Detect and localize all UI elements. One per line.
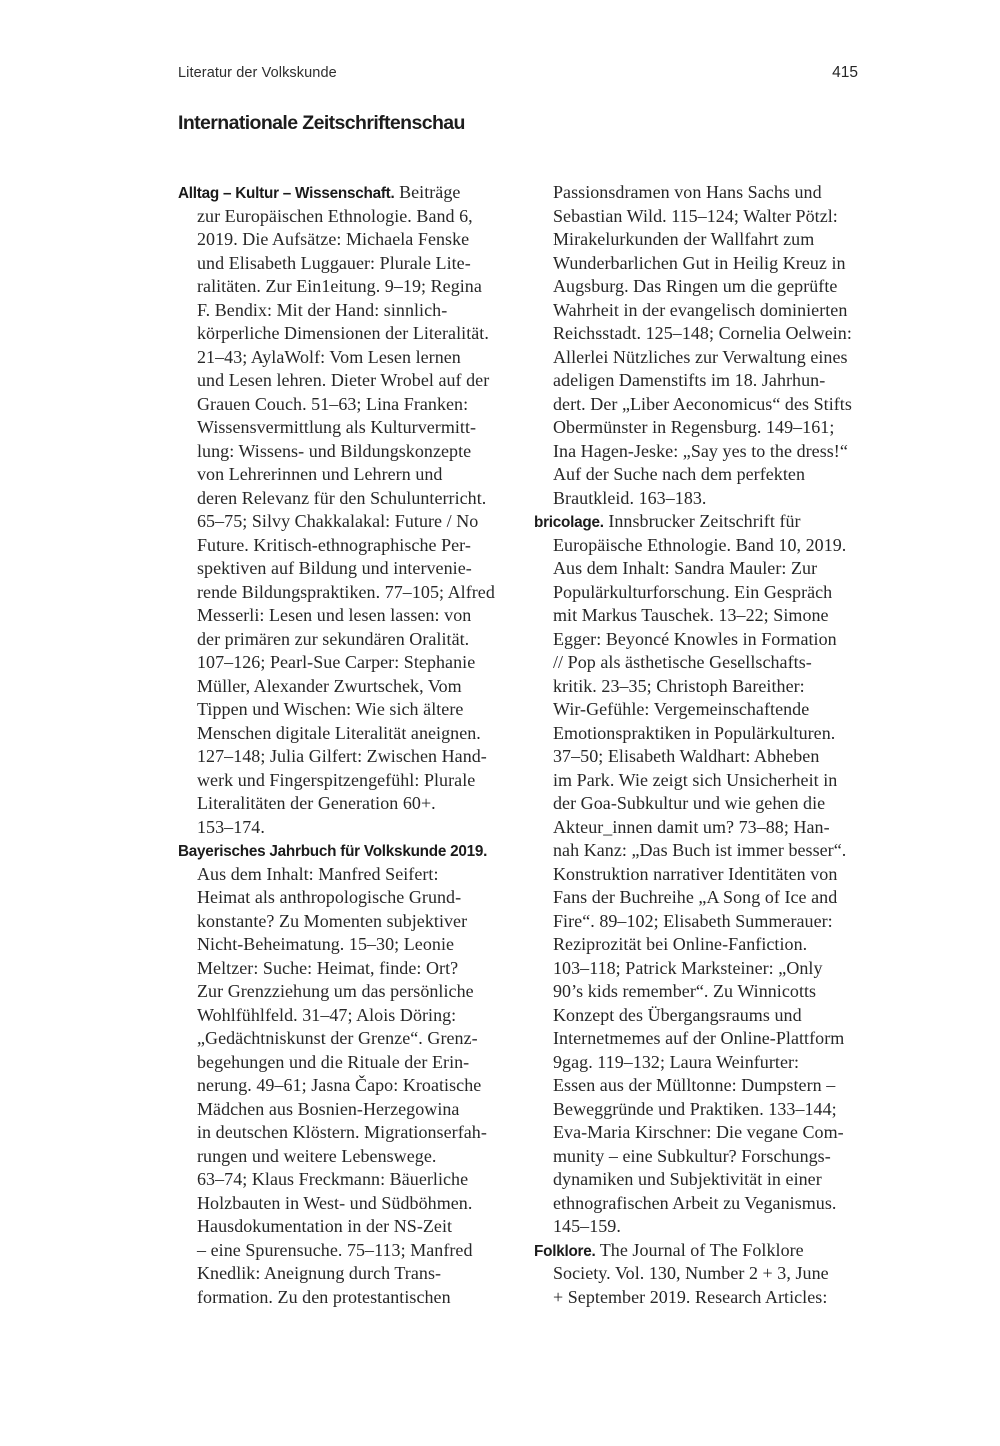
text-line: im Park. Wie zeigt sich Unsicherheit in xyxy=(553,769,838,790)
text-line: 103–118; Patrick Marksteiner: „Only xyxy=(553,957,823,978)
text-line: begehungen und die Rituale der Erin- xyxy=(197,1051,470,1072)
text-line: nah Kanz: „Das Buch ist immer besser“. xyxy=(553,840,847,860)
text-line: 90’s kids remember“. Zu Winnicotts xyxy=(553,981,817,1001)
text-line: 37–50; Elisabeth Waldhart: Abheben xyxy=(553,746,820,766)
text-line: zur Europäischen Ethnologie. Band 6, xyxy=(197,205,473,226)
text-line: 107–126; Pearl-Sue Carper: Stephanie xyxy=(197,652,476,672)
page-number: 415 xyxy=(832,64,858,81)
text-line: Europäische Ethnologie. Band 10, 2019. xyxy=(553,534,847,555)
text-line: ralitäten. Zur Ein1eitung. 9–19; Regina xyxy=(197,276,482,296)
text-columns xyxy=(178,181,884,1309)
text-line: spektiven auf Bildung und intervenie- xyxy=(197,558,472,578)
text-line: der Goa-Subkultur und wie gehen die xyxy=(553,793,826,813)
text-line: Sebastian Wild. 115–124; Walter Pötzl: xyxy=(553,205,838,226)
text-line: 145–159. xyxy=(553,1216,621,1236)
text-line: munity – eine Subkultur? Forschungs- xyxy=(553,1145,831,1166)
running-header-title: Literatur der Volkskunde xyxy=(178,65,337,81)
text-line: Konstruktion narrativer Identitäten von xyxy=(553,863,838,884)
text-line: Wohlfühlfeld. 31–47; Alois Döring: xyxy=(197,1004,457,1025)
text-line: Ina Hagen-Jeske: „Say yes to the dress!“ xyxy=(553,440,848,461)
text-line: Reichsstadt. 125–148; Cornelia Oelwein: xyxy=(553,323,852,343)
text-line: Populärkulturforschung. Ein Gespräch xyxy=(553,581,833,602)
text-line: deren Relevanz für den Schulunterricht. xyxy=(197,487,487,508)
text-line: Meltzer: Suche: Heimat, finde: Ort? xyxy=(197,957,459,978)
text-line: Wir-Gefühle: Vergemeinschaftende xyxy=(553,699,810,719)
text-line: Hausdokumentation in der NS-Zeit xyxy=(197,1216,453,1236)
text-line: von Lehrerinnen und Lehrern und xyxy=(197,464,443,484)
text-line: rende Bildungspraktiken. 77–105; Alfred xyxy=(197,581,495,602)
text-line: nerung. 49–61; Jasna Čapo: Kroatische xyxy=(197,1075,482,1095)
text-line: 9gag. 119–132; Laura Weinfurter: xyxy=(553,1051,800,1072)
text-line: und Lesen lehren. Dieter Wrobel auf der xyxy=(197,370,490,390)
text-line: dynamiken und Subjektivität in einer xyxy=(553,1169,822,1189)
text-line: in deutschen Klöstern. Migrationserfah- xyxy=(197,1122,487,1142)
text-line: „Gedächtniskunst der Grenze“. Grenz- xyxy=(197,1028,478,1048)
text-line: mit Markus Tauschek. 13–22; Simone xyxy=(553,605,829,625)
text-line: Obermünster in Regensburg. 149–161; xyxy=(553,417,835,437)
text-line: körperliche Dimensionen der Literalität. xyxy=(197,323,489,343)
text-line: rungen und weitere Lebenswege. xyxy=(197,1145,437,1166)
text-line: – eine Spurensuche. 75–113; Manfred xyxy=(197,1239,473,1260)
text-line: 127–148; Julia Gilfert: Zwischen Hand- xyxy=(197,746,487,766)
section-title: Internationale Zeitschriftenschau xyxy=(178,112,465,134)
text-line: Heimat als anthropologische Grund- xyxy=(197,887,462,907)
text-line: + September 2019. Research Articles: xyxy=(553,1286,828,1307)
text-line: Brautkleid. 163–183. xyxy=(553,487,707,508)
text-line: und Elisabeth Luggauer: Plurale Lite- xyxy=(197,252,471,273)
text-line: Augsburg. Das Ringen um die geprüfte xyxy=(553,276,838,296)
text-line: Akteur_innen damit um? 73–88; Han- xyxy=(553,816,830,837)
text-line: Wunderbarlichen Gut in Heilig Kreuz in xyxy=(553,252,846,273)
text-line: Literalitäten der Generation 60+. xyxy=(197,793,436,813)
text-line: Fire“. 89–102; Elisabeth Summerauer: xyxy=(553,910,833,931)
text-line: Internetmemes auf der Online-Plattform xyxy=(553,1028,845,1048)
text-line: F. Bendix: Mit der Hand: sinnlich- xyxy=(197,299,448,320)
text-line: der primären zur sekundären Oralität. xyxy=(197,628,470,649)
text-line: Fans der Buchreihe „A Song of Ice and xyxy=(553,887,838,907)
text-line: Aus dem Inhalt: Manfred Seifert: xyxy=(197,863,439,884)
text-line: Beweggründe und Praktiken. 133–144; xyxy=(553,1098,837,1119)
entry-label: Folklore. xyxy=(534,1242,596,1260)
text-line: Mirakelurkunden der Wallfahrt zum xyxy=(553,229,815,249)
text-line: Future. Kritisch-ethnographische Per- xyxy=(197,534,471,555)
text-line: ethnografischen Arbeit zu Veganismus. xyxy=(553,1192,837,1213)
text-line: konstante? Zu Momenten subjektiver xyxy=(197,910,468,931)
text-line: // Pop als ästhetische Gesellschafts- xyxy=(553,652,812,672)
text-line: 63–74; Klaus Freckmann: Bäuerliche xyxy=(197,1169,469,1189)
text-line: werk und Fingerspitzengefühl: Plurale xyxy=(197,769,476,790)
column-left xyxy=(178,181,534,1309)
text-line: Eva-Maria Kirschner: Die vegane Com- xyxy=(553,1122,844,1142)
text-line: 2019. Die Aufsätze: Michaela Fenske xyxy=(197,229,470,249)
text-line: Society. Vol. 130, Number 2 + 3, June xyxy=(553,1263,829,1283)
entry-label: Alltag – Kultur – Wissenschaft. xyxy=(178,185,395,202)
text-line: Knedlik: Aneignung durch Trans- xyxy=(197,1263,442,1283)
text-line: Müller, Alexander Zwurtschek, Vom xyxy=(197,675,462,696)
text-line: Holzbauten in West- und Südböhmen. xyxy=(197,1192,473,1213)
entry-label: Bayerisches Jahrbuch für Volkskunde 2019. xyxy=(178,843,488,860)
text-line: Allerlei Nützliches zur Verwaltung eines xyxy=(553,346,848,367)
text-line: dert. Der „Liber Aeconomicus“ des Stifts xyxy=(553,393,852,414)
text-line: 65–75; Silvy Chakkalakal: Future / No xyxy=(197,511,479,531)
text-line: Grauen Couch. 51–63; Lina Franken: xyxy=(197,393,469,414)
text-line: 21–43; AylaWolf: Vom Lesen lernen xyxy=(197,346,461,367)
text-line: Folklore. The Journal of The Folklore xyxy=(534,1239,804,1260)
text-line: Egger: Beyoncé Knowles in Formation xyxy=(553,628,837,649)
text-line: lung: Wissens- und Bildungskonzepte xyxy=(197,440,472,461)
text-line: formation. Zu den protestantischen xyxy=(197,1286,451,1307)
text-line xyxy=(178,839,534,863)
column-right xyxy=(534,181,884,1309)
text-line: Nicht-Beheimatung. 15–30; Leonie xyxy=(197,934,455,954)
text-line: Wissensvermittlung als Kulturvermitt- xyxy=(197,417,477,437)
text-line: Menschen digitale Literalität aneignen. xyxy=(197,722,481,743)
text-line: Aus dem Inhalt: Sandra Mauler: Zur xyxy=(553,558,818,578)
text-line: 153–174. xyxy=(197,816,265,837)
text-line: Reziprozität bei Online-Fanfiction. xyxy=(553,934,808,954)
text-line: Zur Grenzziehung um das persönliche xyxy=(197,981,474,1001)
text-line: Alltag – Kultur – Wissenschaft. Beiträge xyxy=(178,182,461,202)
text-line: Essen aus der Mülltonne: Dumpstern – xyxy=(553,1075,836,1095)
text-line: Emotionspraktiken in Populärkulturen. xyxy=(553,722,836,743)
text-line: Konzept des Übergangsraums und xyxy=(553,1004,802,1025)
running-header xyxy=(178,64,858,82)
text-line: Mädchen aus Bosnien-Herzegowina xyxy=(197,1098,460,1119)
text-line: Wahrheit in der evangelisch dominierten xyxy=(553,299,848,320)
text-line: Messerli: Lesen und lesen lassen: von xyxy=(197,605,472,625)
text-line: adeligen Damenstifts im 18. Jahrhun- xyxy=(553,370,826,390)
text-line: Tippen und Wischen: Wie sich ältere xyxy=(197,699,464,719)
entry-label: bricolage. xyxy=(534,514,604,531)
text-line: Auf der Suche nach dem perfekten xyxy=(553,464,805,484)
text-line: Passionsdramen von Hans Sachs und xyxy=(553,182,822,202)
text-line: bricolage. Innsbrucker Zeitschrift für xyxy=(534,511,801,531)
text-line: kritik. 23–35; Christoph Bareither: xyxy=(553,675,805,696)
